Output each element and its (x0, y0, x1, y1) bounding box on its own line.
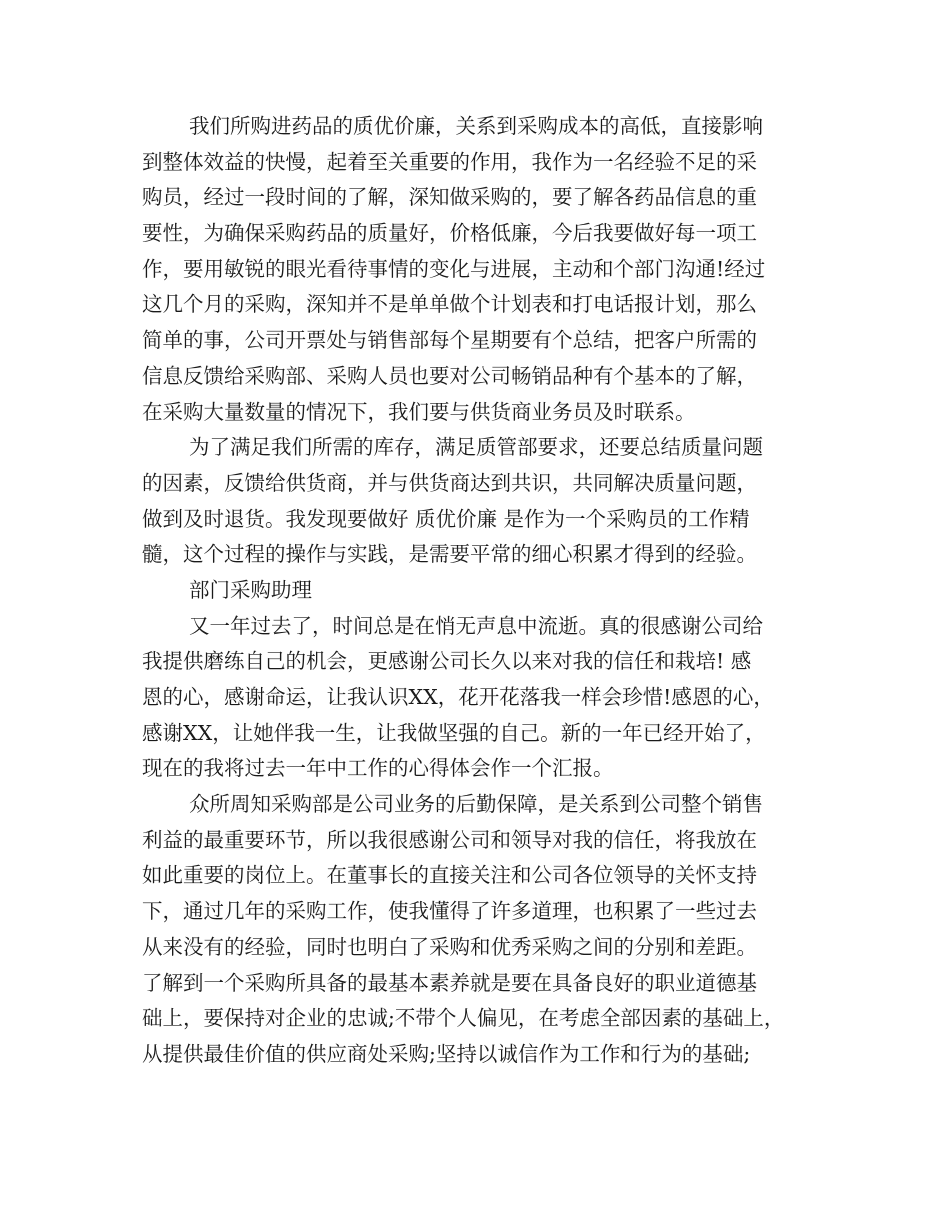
text-line: 为了满足我们所需的库存，满足质管部要求，还要总结质量问题 (189, 435, 763, 460)
text-line: 髓，这个过程的操作与实践，是需要平常的细心积累才得到的经验。 (142, 542, 757, 567)
text-line: 恩的心，感谢命运，让我认识XX，花开花落我一样会珍惜!感恩的心， (142, 685, 774, 709)
text-line: 的因素，反馈给供货商，并与供货商达到共识，共同解决质量问题， (142, 470, 757, 495)
text-line: 从提供最佳价值的供应商处采购;坚持以诚信作为工作和行为的基础; (142, 1041, 751, 1066)
text-line: 购员，经过一段时间的了解，深知做采购的，要了解各药品信息的重 (142, 185, 757, 210)
text-line: 现在的我将过去一年中工作的心得体会作一个汇报。 (142, 756, 614, 781)
text-line: 作，要用敏锐的眼光看待事情的变化与进展，主动和个部门沟通!经过 (142, 256, 766, 281)
text-line: 简单的事，公司开票处与销售部每个星期要有个总结，把客户所需的 (142, 328, 757, 353)
text-line: 信息反馈给采购部、采购人员也要对公司畅销品种有个基本的了解， (142, 363, 757, 388)
text-line: 要性，为确保采购药品的质量好，价格低廉，今后我要做好每一项工 (142, 221, 757, 246)
text-line: 做到及时退货。我发现要做好 质优价廉 是作为一个采购员的工作精 (142, 506, 750, 531)
text-line: 我们所购进药品的质优价廉，关系到采购成本的高低，直接影响 (189, 114, 763, 138)
text-line: 感谢XX，让她伴我一生，让我做坚强的自己。新的一年已经开始了， (142, 720, 766, 745)
text-line: 础上，要保持对企业的忠诚;不带个人偏见，在考虑全部因素的基础上， (142, 1006, 785, 1031)
text-line: 众所周知采购部是公司业务的后勤保障，是关系到公司整个销售 (189, 792, 763, 817)
text-line: 这几个月的采购，深知并不是单单做个计划表和打电话报计划，那么 (142, 292, 757, 317)
paragraph (142, 609, 832, 787)
text-line: 了解到一个采购所具备的最基本素养就是要在具备良好的职业道德基 (142, 970, 757, 995)
text-line: 如此重要的岗位上。在董事长的直接关注和公司各位领导的关怀支持 (142, 863, 757, 888)
text-line: 我提供磨练自己的机会，更感谢公司长久以来对我的信任和栽培! 感 (142, 649, 752, 674)
paragraph (142, 109, 832, 430)
paragraph (142, 430, 832, 573)
text-line: 下，通过几年的采购工作，使我懂得了许多道理，也积累了一些过去 (142, 899, 757, 924)
paragraph (142, 787, 832, 1073)
section-heading (142, 573, 832, 609)
text-line: 在采购大量数量的情况下，我们要与供货商业务员及时联系。 (142, 399, 696, 424)
text-line: 利益的最重要环节，所以我很感谢公司和领导对我的信任，将我放在 (142, 827, 757, 852)
text-line: 又一年过去了，时间总是在悄无声息中流逝。真的很感谢公司给 (189, 613, 763, 638)
text-line: 从来没有的经验，同时也明白了采购和优秀采购之间的分别和差距。 (142, 934, 757, 959)
text-line: 到整体效益的快慢，起着至关重要的作用，我作为一名经验不足的采 (142, 149, 757, 174)
heading-text: 部门采购助理 (189, 577, 312, 602)
document-body (142, 109, 832, 1073)
